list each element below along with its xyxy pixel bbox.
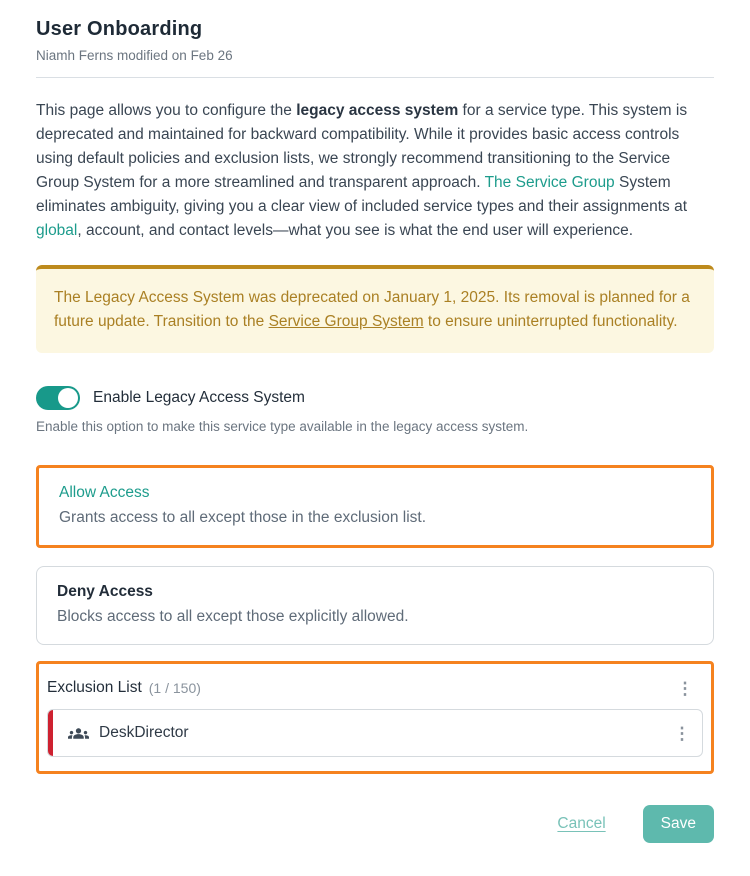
exclusion-list-menu-icon[interactable]: ⋮ — [676, 678, 694, 698]
item-red-accent-bar — [48, 710, 53, 756]
deprecation-warning-banner — [36, 265, 714, 353]
allow-access-option[interactable] — [36, 465, 714, 548]
allow-access-description: Grants access to all except those in the exclusion list. — [59, 509, 427, 526]
toggle-knob — [58, 388, 78, 408]
modified-info: Niamh Ferns modified on Feb 26 — [36, 48, 233, 63]
exclusion-item-label: DeskDirector — [99, 724, 189, 741]
toggle-helper-text: Enable this option to make this service type available in the legacy access system. — [36, 419, 529, 434]
exclusion-list-item[interactable] — [47, 709, 703, 757]
deny-access-option[interactable] — [36, 566, 714, 645]
exclusion-list-header — [47, 673, 703, 709]
intro-paragraph — [36, 99, 714, 243]
deny-access-description: Blocks access to all except those explicitly allowed. — [57, 608, 409, 625]
save-button[interactable]: Save — [643, 805, 714, 843]
enable-legacy-toggle[interactable] — [36, 386, 80, 410]
groups-icon — [68, 723, 89, 744]
intro-text-3: System eliminates ambiguity, giving you a clear view of included service types and their assignments at — [36, 174, 688, 215]
toggle-label: Enable Legacy Access System — [93, 389, 305, 406]
page-header — [36, 18, 714, 78]
exclusion-list-section — [36, 661, 714, 774]
global-link[interactable]: global — [36, 222, 78, 239]
intro-text-2: for a service type. This system is deprecated and maintained for backward compatibility. While it provides basic access controls using default policies and exclusion lists, we strongly recommend transitioning to the Service Group System for a more streamlined and transparent approach. — [36, 102, 688, 191]
allow-access-title: Allow Access — [59, 484, 150, 501]
page-title: User Onboarding — [36, 18, 203, 40]
intro-bold-legacy-access-system: legacy access system — [296, 102, 459, 119]
exclusion-item-menu-icon[interactable]: ⋮ — [673, 723, 691, 743]
footer-actions — [36, 805, 714, 843]
warning-text-2: to ensure uninterrupted functionality. — [423, 313, 678, 330]
deny-access-title: Deny Access — [57, 583, 153, 600]
intro-text-4: , account, and contact levels—what you see is what the end user will experience. — [77, 222, 634, 239]
cancel-button[interactable]: Cancel — [557, 815, 606, 832]
header-divider — [36, 77, 714, 78]
intro-text-1: This page allows you to configure the — [36, 102, 297, 119]
exclusion-list-title: Exclusion List — [47, 679, 142, 696]
warning-text-1: The Legacy Access System was deprecated on January 1, 2025. Its removal is planned for a future update. Transition to the — [54, 289, 690, 330]
warning-service-group-system-link[interactable]: Service Group System — [268, 313, 424, 330]
enable-legacy-toggle-row — [36, 386, 714, 410]
service-group-link[interactable]: The Service Group — [484, 174, 615, 191]
exclusion-list-count: (1 / 150) — [148, 680, 201, 696]
